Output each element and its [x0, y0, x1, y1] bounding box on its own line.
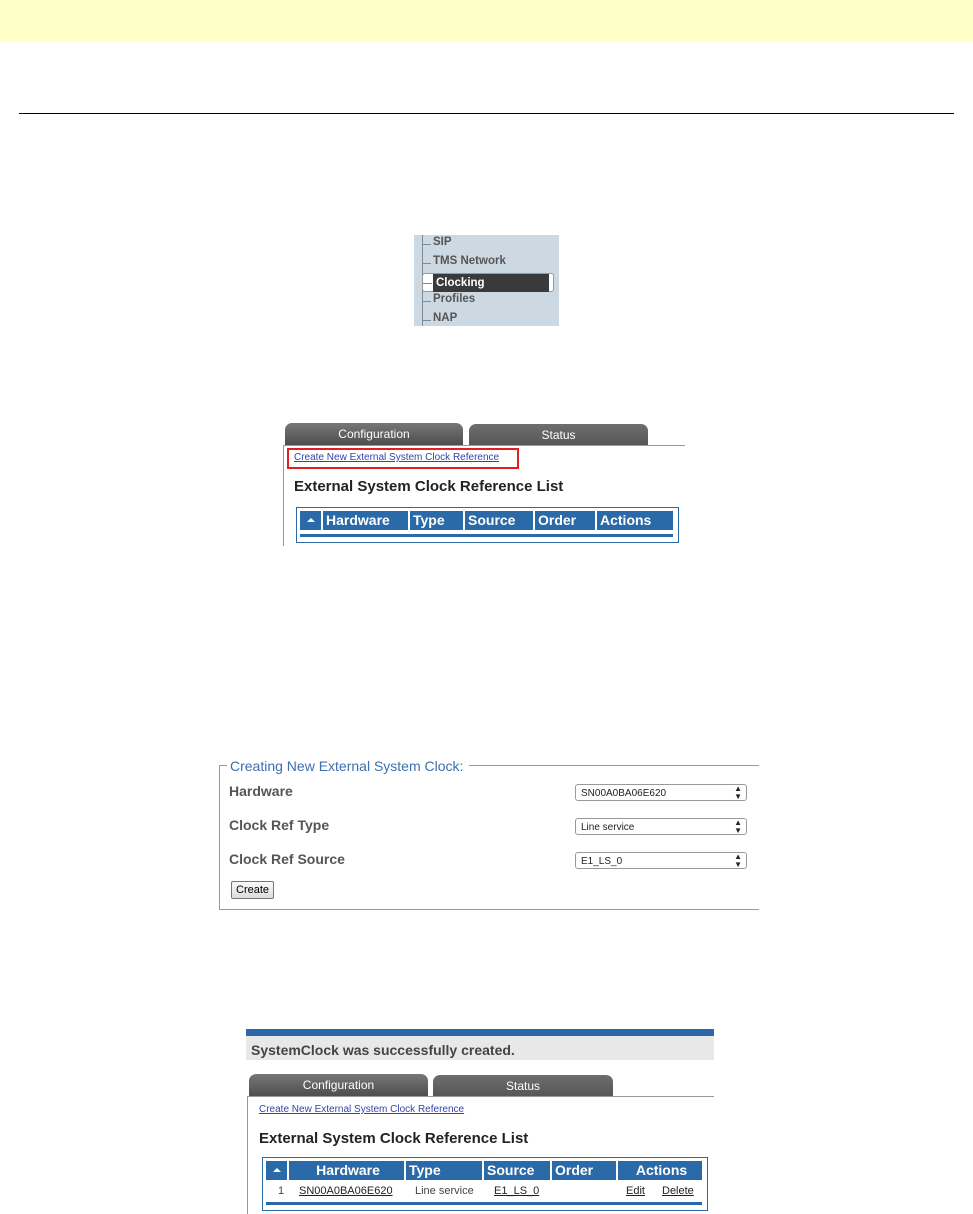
fieldset-border — [219, 765, 220, 909]
nav-item-profiles[interactable] — [422, 292, 554, 311]
tab-status[interactable]: Status — [433, 1075, 613, 1097]
sort-icon[interactable] — [266, 1161, 287, 1180]
tree-branch — [422, 263, 431, 264]
tab-status[interactable]: Status — [469, 424, 648, 446]
column-hardware[interactable]: Hardware — [287, 1161, 404, 1180]
column-order[interactable]: Order — [533, 511, 595, 530]
column-type[interactable]: Type — [404, 1161, 482, 1180]
reference-table — [262, 1157, 708, 1211]
list-heading: External System Clock Reference List — [259, 1130, 529, 1147]
column-source[interactable]: Source — [463, 511, 533, 530]
tree-branch — [422, 301, 431, 302]
nav-item-label: Profiles — [433, 293, 476, 305]
table-footer-bar — [300, 534, 673, 537]
hardware-select[interactable] — [575, 784, 747, 801]
create-button[interactable]: Create — [231, 881, 274, 899]
clock-ref-type-value: Line service — [581, 822, 635, 833]
row-delete-link[interactable]: Delete — [662, 1185, 694, 1197]
sort-icon[interactable] — [300, 511, 321, 530]
table-header — [300, 511, 673, 530]
row-hardware-link[interactable]: SN00A0BA06E620 — [299, 1185, 393, 1197]
nav-item-sip[interactable] — [422, 235, 554, 254]
clock-reference-panel — [283, 423, 685, 545]
reference-table — [296, 507, 679, 543]
select-arrows-icon: ▲ ▼ — [734, 852, 742, 869]
list-heading: External System Clock Reference List — [294, 478, 564, 495]
page-header-band — [0, 0, 973, 42]
create-reference-link[interactable]: Create New External System Clock Reference — [294, 452, 500, 463]
tree-branch — [422, 320, 431, 321]
nav-tree — [414, 235, 559, 326]
tab-configuration[interactable]: Configuration — [249, 1074, 428, 1096]
column-type[interactable]: Type — [408, 511, 463, 530]
row-type: Line service — [415, 1185, 474, 1197]
nav-item-nap[interactable] — [422, 311, 554, 330]
success-message: SystemClock was successfully created. — [246, 1036, 714, 1060]
nav-item-label: NAP — [433, 312, 458, 324]
clock-reference-panel-result — [247, 1074, 714, 1213]
nav-item-label: SIP — [433, 236, 452, 248]
tab-configuration[interactable]: Configuration — [285, 423, 463, 445]
create-reference-link[interactable]: Create New External System Clock Reference — [259, 1104, 465, 1115]
nav-item-label: TMS Network — [433, 255, 506, 267]
select-arrows-icon: ▲ ▼ — [734, 784, 742, 801]
column-hardware[interactable]: Hardware — [321, 511, 408, 530]
tree-branch — [423, 283, 432, 284]
column-source[interactable]: Source — [482, 1161, 550, 1180]
hardware-select-value: SN00A0BA06E620 — [581, 788, 667, 799]
row-index: 1 — [278, 1185, 285, 1197]
table-header — [266, 1161, 702, 1180]
success-bar — [246, 1029, 714, 1036]
hardware-label: Hardware — [229, 783, 293, 799]
form-legend: Creating New External System Clock: — [230, 758, 464, 774]
table-footer-bar — [266, 1202, 702, 1205]
nav-item-label: Clocking — [433, 274, 549, 292]
clock-ref-type-select[interactable] — [575, 818, 747, 835]
section-divider — [19, 113, 954, 114]
column-actions: Actions — [595, 511, 673, 530]
tree-branch — [422, 244, 431, 245]
row-edit-link[interactable]: Edit — [626, 1185, 645, 1197]
row-source-link[interactable]: E1_LS_0 — [494, 1185, 540, 1197]
select-arrows-icon: ▲ ▼ — [734, 818, 742, 835]
clock-ref-source-label: Clock Ref Source — [229, 851, 345, 867]
column-order[interactable]: Order — [550, 1161, 616, 1180]
nav-item-clocking[interactable] — [422, 273, 554, 292]
fieldset-border — [219, 909, 759, 910]
column-actions: Actions — [616, 1161, 702, 1180]
clock-ref-source-select[interactable] — [575, 852, 747, 869]
table-row — [266, 1182, 702, 1200]
fieldset-border — [469, 765, 759, 766]
clock-ref-source-value: E1_LS_0 — [581, 856, 623, 867]
fieldset-border — [219, 765, 227, 766]
nav-item-tms-network[interactable] — [422, 254, 554, 273]
clock-ref-type-label: Clock Ref Type — [229, 817, 330, 833]
create-clock-form — [219, 758, 759, 910]
